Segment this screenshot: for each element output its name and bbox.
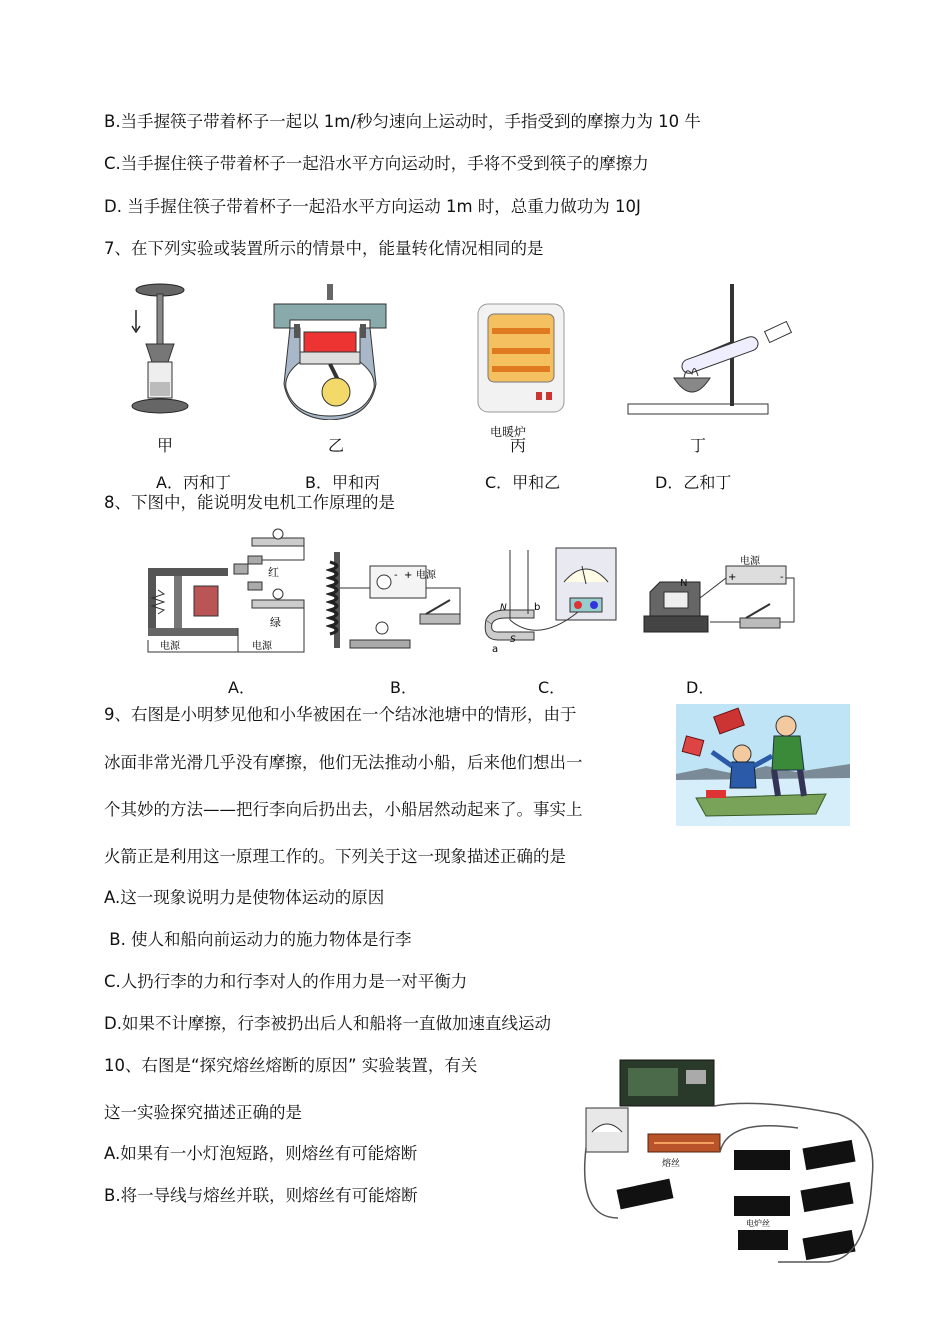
q7-fig-ding-stand [624, 282, 796, 422]
q9-option-c: C.人扔行李的力和行李对人的作用力是一对平衡力 [104, 972, 468, 991]
q8-c-n: N [500, 603, 507, 613]
q8-a-green: 绿 [270, 616, 281, 629]
q8-fig-c-galvanometer [478, 540, 626, 660]
q7-label-yi: 乙 [328, 436, 345, 455]
q7-heater-caption: 电暖炉 [490, 425, 527, 439]
q6-option-d: D. 当手握住筷子带着杯子一起沿水平方向运动 1m 时，总重力做功为 10J [104, 197, 641, 216]
q10-fuse-apparatus [578, 1058, 880, 1272]
q10-furnace-label: 电炉丝 [746, 1219, 770, 1228]
q8-fig-b-coil [326, 548, 466, 658]
q8-fig-a-relay [144, 528, 314, 658]
q8-c-b: b [534, 602, 541, 613]
q7-label-jia: 甲 [157, 436, 174, 455]
q8-b-power: 电源 [416, 570, 436, 581]
q9-stem-line-2: 冰面非常光滑几乎没有摩擦，他们无法推动小船，后来他们想出一 [104, 753, 583, 772]
q7-fig-jia-compressor [128, 282, 192, 422]
q8-stem: 8、下图中，能说明发电机工作原理的是 [104, 493, 395, 512]
q8-d-minus: - [780, 572, 784, 583]
q6-option-c: C.当手握住筷子带着杯子一起沿水平方向运动时，手将不受到筷子的摩擦力 [104, 154, 649, 173]
q8-d-plus: + [728, 572, 737, 583]
q8-d-n: N [680, 578, 688, 589]
q8-option-c: C． [538, 678, 566, 697]
q7-label-ding: 丁 [690, 436, 707, 455]
q9-option-a: A.这一现象说明力是使物体运动的原因 [104, 888, 385, 907]
q7-fig-bing-heater [476, 300, 566, 416]
q8-b-plus: + [404, 570, 413, 581]
q7-option-d: D．乙和丁 [655, 473, 732, 492]
q8-d-power: 电源 [740, 556, 760, 567]
q8-a-red: 红 [268, 566, 279, 579]
q7-label-bing: 丙 [510, 436, 527, 455]
q8-option-a: A． [228, 678, 255, 697]
q10-stem-line-2: 这一实验探究描述正确的是 [104, 1103, 302, 1122]
q9-stem-line-4: 火箭正是利用这一原理工作的。下列关于这一现象描述正确的是 [104, 847, 566, 866]
q9-stem-line-3: 个其妙的方法——把行李向后扔出去，小船居然动起来了。事实上 [104, 800, 583, 819]
q9-boat-illustration [676, 704, 850, 826]
q8-fig-d-motor [640, 548, 800, 648]
q8-c-a: a [492, 644, 499, 655]
q8-c-s: S [510, 635, 516, 645]
q8-b-minus: - [394, 570, 398, 581]
q8-option-d: D． [686, 678, 715, 697]
q7-option-c: C．甲和乙 [485, 473, 561, 492]
q10-option-a: A.如果有一小灯泡短路，则熔丝有可能熔断 [104, 1144, 418, 1163]
q8-option-b: B． [390, 678, 417, 697]
q10-fuse-label: 熔丝 [662, 1159, 681, 1169]
q10-stem-line-1: 10、右图是“探究熔丝熔断的原因” 实验装置，有关 [104, 1056, 478, 1075]
q7-option-a: A．丙和丁 [156, 473, 231, 492]
q7-stem: 7、在下列实验或装置所示的情景中，能量转化情况相同的是 [104, 239, 544, 258]
q7-option-b: B．甲和丙 [305, 473, 380, 492]
q9-option-d: D.如果不计摩擦，行李被扔出后人和船将一直做加速直线运动 [104, 1014, 551, 1033]
q9-option-b: B. 使人和船向前运动力的施力物体是行李 [104, 930, 412, 949]
q7-fig-yi-engine [270, 284, 390, 420]
q8-a-power-left: 电源 [160, 641, 180, 652]
q10-option-b: B.将一导线与熔丝并联，则熔丝有可能熔断 [104, 1186, 418, 1205]
q8-a-power-right: 电源 [252, 641, 272, 652]
q9-stem-line-1: 9、右图是小明梦见他和小华被困在一个结冰池塘中的情形，由于 [104, 705, 577, 724]
q6-option-b: B.当手握筷子带着杯子一起以 1m/秒匀速向上运动时，手指受到的摩擦力为 10 牛 [104, 112, 701, 131]
